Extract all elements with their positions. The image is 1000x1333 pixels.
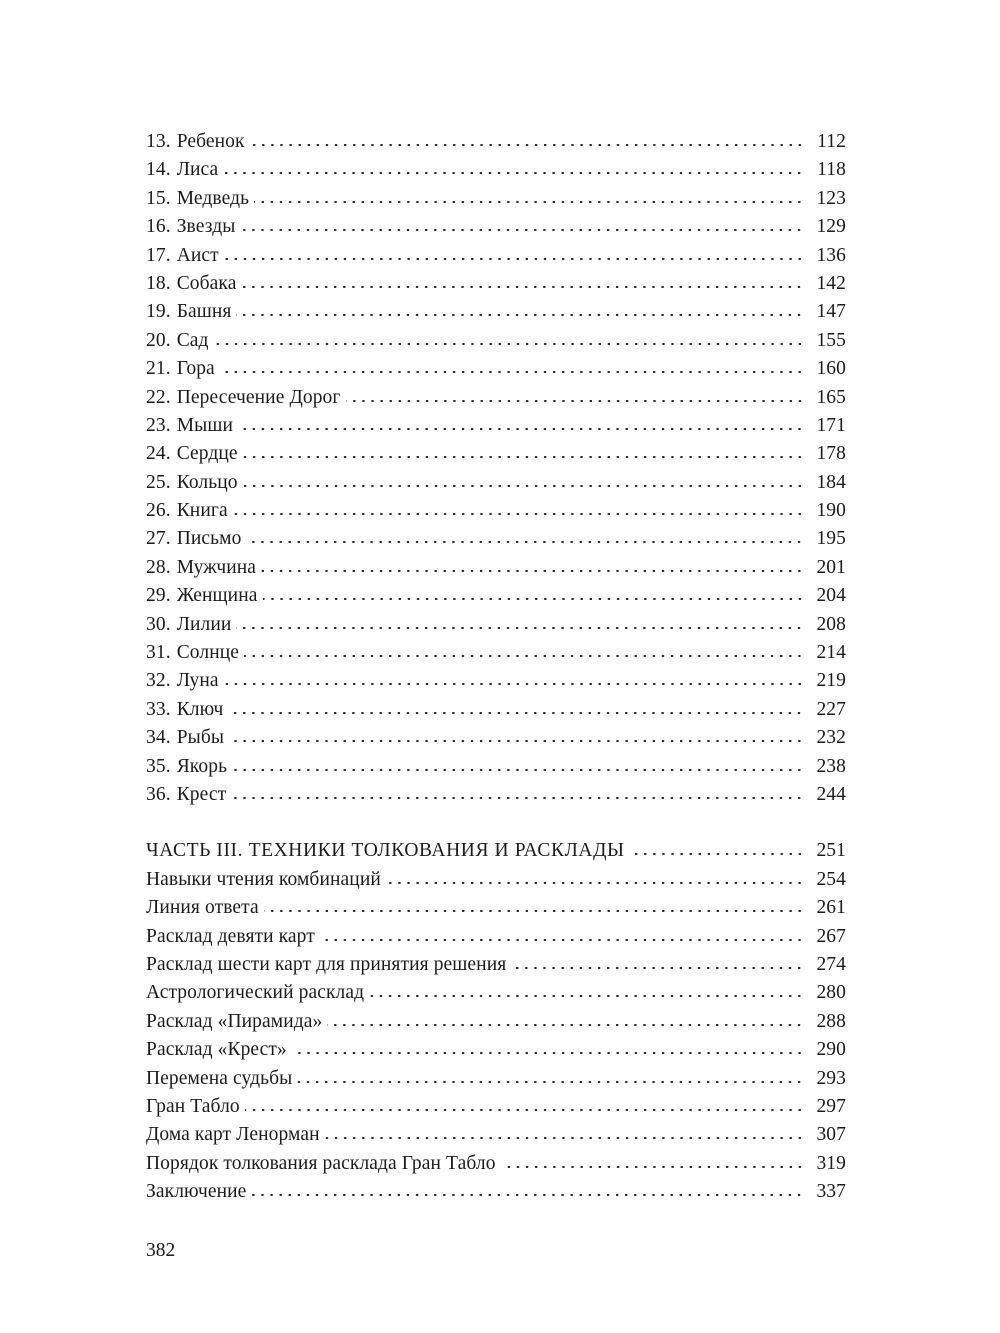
entry-title: Астрологический расклад — [146, 982, 365, 1004]
entry-title: Луна — [176, 670, 219, 692]
entry-number: 16. — [146, 216, 171, 238]
toc-entry — [146, 384, 846, 412]
entry-number: 24. — [146, 443, 171, 465]
entry-title: Письмо — [176, 528, 242, 550]
toc-entry — [146, 866, 846, 894]
part-heading — [146, 837, 846, 865]
section-gap — [146, 809, 846, 837]
toc-entry — [146, 1036, 846, 1064]
entry-number: 25. — [146, 471, 171, 493]
entry-number: 13. — [146, 131, 171, 152]
toc-entry — [146, 753, 846, 781]
entry-page: 254 — [816, 868, 846, 890]
entry-page: 171 — [816, 414, 846, 436]
entry-title: Навыки чтения комбинаций — [146, 868, 381, 890]
dot-leader — [292, 1052, 804, 1054]
entry-number: 30. — [146, 613, 171, 635]
entry-page: 307 — [816, 1124, 846, 1146]
dot-leader — [238, 428, 804, 430]
dot-leader — [232, 769, 804, 771]
entry-number: 27. — [146, 528, 171, 550]
entry-number: 15. — [146, 187, 171, 209]
toc-entry — [146, 355, 846, 383]
entry-title: Расклад девяти карт — [146, 925, 315, 947]
dot-leader — [223, 172, 804, 174]
toc-entry — [146, 242, 846, 270]
dot-leader — [263, 598, 804, 600]
entry-title: Гран Табло — [146, 1095, 240, 1117]
dot-leader — [236, 627, 804, 629]
entry-title: Сад — [176, 329, 209, 351]
toc-entry — [146, 1121, 846, 1149]
entry-number: 33. — [146, 698, 171, 720]
entry-number: 34. — [146, 727, 171, 749]
dot-leader — [327, 1024, 804, 1026]
entry-page: 288 — [816, 1010, 846, 1032]
toc-entry — [146, 128, 846, 156]
entry-page: 214 — [816, 642, 846, 664]
toc-entry — [146, 582, 846, 610]
dot-leader — [264, 910, 804, 912]
entry-title: Лиса — [176, 159, 219, 181]
dot-leader — [261, 570, 804, 572]
entry-title: Гора — [176, 358, 215, 380]
entry-page: 204 — [816, 585, 846, 607]
entry-page: 142 — [816, 272, 846, 294]
table-of-contents — [146, 128, 846, 1206]
entry-number: 35. — [146, 755, 171, 777]
dot-leader — [250, 144, 804, 146]
toc-entry — [146, 979, 846, 1007]
entry-page: 160 — [816, 358, 846, 380]
toc-entry — [146, 412, 846, 440]
entry-page: 147 — [816, 301, 846, 323]
entry-page: 201 — [816, 556, 846, 578]
entry-title: Сердце — [176, 443, 238, 465]
entry-page: 337 — [816, 1181, 846, 1203]
toc-entry — [146, 327, 846, 355]
entry-title: Лилии — [176, 613, 232, 635]
toc-entry — [146, 724, 846, 752]
toc-entry — [146, 894, 846, 922]
entry-page: 112 — [817, 131, 846, 152]
entry-page: 280 — [816, 982, 846, 1004]
dot-leader — [245, 1109, 804, 1111]
entry-title: Собака — [176, 272, 237, 294]
toc-entry — [146, 298, 846, 326]
toc-entry — [146, 185, 846, 213]
entry-number: 18. — [146, 272, 171, 294]
entry-title: Пересечение Дорог — [176, 386, 341, 408]
dot-leader — [501, 1166, 804, 1168]
entry-page: 123 — [816, 187, 846, 209]
dot-leader — [214, 343, 804, 345]
entry-page: 232 — [816, 727, 846, 749]
entry-title: Мужчина — [176, 556, 257, 578]
dot-leader — [231, 797, 804, 799]
dot-leader — [240, 229, 804, 231]
dot-leader — [246, 541, 804, 543]
entry-page: 190 — [816, 500, 846, 522]
entry-page: 267 — [816, 925, 846, 947]
part3-entries-list — [146, 866, 846, 1207]
dot-leader — [243, 485, 804, 487]
dot-leader — [236, 314, 804, 316]
toc-entry — [146, 951, 846, 979]
entry-page: 261 — [816, 897, 846, 919]
entry-page: 208 — [816, 613, 846, 635]
entry-page: 219 — [816, 670, 846, 692]
card-entries-list — [146, 128, 846, 809]
entry-title: Порядок толкования расклада Гран Табло — [146, 1152, 496, 1174]
toc-entry — [146, 667, 846, 695]
entry-page: 184 — [816, 471, 846, 493]
dot-leader — [254, 201, 804, 203]
dot-leader — [511, 967, 804, 969]
entry-title: Якорь — [176, 755, 228, 777]
entry-page: 293 — [816, 1067, 846, 1089]
toc-entry — [146, 440, 846, 468]
toc-entry — [146, 611, 846, 639]
entry-number: 14. — [146, 159, 171, 181]
entry-page: 244 — [816, 783, 846, 805]
entry-title: Крест — [176, 783, 227, 805]
entry-number: 21. — [146, 358, 171, 380]
entry-number: 26. — [146, 500, 171, 522]
entry-number: 17. — [146, 244, 171, 266]
entry-page: 297 — [816, 1095, 846, 1117]
entry-page: 178 — [816, 443, 846, 465]
entry-number: 28. — [146, 556, 171, 578]
part-heading-title: ЧАСТЬ III. ТЕХНИКИ ТОЛКОВАНИЯ И РАСКЛАДЫ — [146, 840, 625, 862]
page-number: 382 — [146, 1240, 176, 1261]
part-heading-page: 251 — [816, 840, 846, 862]
dot-leader — [325, 1137, 804, 1139]
entry-title: Аист — [176, 244, 219, 266]
entry-title: Перемена судьбы — [146, 1067, 293, 1089]
toc-entry — [146, 497, 846, 525]
dot-leader — [243, 456, 804, 458]
dot-leader — [297, 1081, 804, 1083]
toc-entry — [146, 525, 846, 553]
entry-title: Звезды — [176, 216, 236, 238]
entry-title: Башня — [176, 301, 232, 323]
dot-leader — [220, 371, 804, 373]
toc-entry — [146, 696, 846, 724]
entry-number: 19. — [146, 301, 171, 323]
entry-title: Мыши — [176, 414, 233, 436]
entry-page: 290 — [816, 1039, 846, 1061]
entry-title: Дома карт Ленорман — [146, 1124, 320, 1146]
entry-title: Ребенок — [176, 131, 245, 152]
toc-entry — [146, 1065, 846, 1093]
dot-leader — [229, 740, 804, 742]
dot-leader — [320, 939, 804, 941]
dot-leader — [386, 882, 804, 884]
toc-entry — [146, 1093, 846, 1121]
entry-page: 319 — [816, 1152, 846, 1174]
entry-title: Солнце — [176, 642, 240, 664]
entry-title: Расклад шести карт для принятия решения — [146, 953, 507, 975]
toc-entry — [146, 156, 846, 184]
toc-entry — [146, 554, 846, 582]
entry-number: 31. — [146, 642, 171, 664]
dot-leader — [251, 1194, 804, 1196]
entry-number: 20. — [146, 329, 171, 351]
entry-number: 23. — [146, 414, 171, 436]
toc-entry — [146, 1178, 846, 1206]
entry-number: 29. — [146, 585, 171, 607]
entry-page: 155 — [816, 329, 846, 351]
entry-page: 129 — [816, 216, 846, 238]
toc-entry — [146, 213, 846, 241]
entry-title: Расклад «Крест» — [146, 1039, 287, 1061]
dot-leader — [224, 258, 804, 260]
entry-title: Заключение — [146, 1181, 247, 1203]
entry-page: 238 — [816, 755, 846, 777]
toc-entry — [146, 923, 846, 951]
dot-leader — [346, 400, 805, 402]
toc-entry — [146, 469, 846, 497]
entry-title: Женщина — [176, 585, 258, 607]
entry-page: 118 — [817, 159, 846, 181]
entry-title: Расклад «Пирамида» — [146, 1010, 323, 1032]
entry-title: Линия ответа — [146, 897, 259, 919]
dot-leader — [233, 513, 804, 515]
dot-leader — [244, 655, 804, 657]
toc-entry — [146, 781, 846, 809]
dot-leader — [369, 995, 804, 997]
toc-entry — [146, 1150, 846, 1178]
entry-page: 136 — [816, 244, 846, 266]
entry-title: Рыбы — [176, 727, 225, 749]
dot-leader — [630, 853, 804, 855]
entry-page: 274 — [816, 953, 846, 975]
dot-leader — [224, 683, 804, 685]
toc-entry — [146, 639, 846, 667]
entry-number: 22. — [146, 386, 171, 408]
dot-leader — [241, 286, 804, 288]
entry-page: 195 — [816, 528, 846, 550]
dot-leader — [228, 712, 804, 714]
entry-page: 227 — [816, 698, 846, 720]
entry-title: Кольцо — [176, 471, 238, 493]
entry-page: 165 — [816, 386, 846, 408]
toc-entry — [146, 270, 846, 298]
entry-number: 36. — [146, 783, 171, 805]
entry-number: 32. — [146, 670, 171, 692]
entry-title: Медведь — [176, 187, 250, 209]
toc-entry — [146, 1008, 846, 1036]
entry-title: Книга — [176, 500, 228, 522]
entry-title: Ключ — [176, 698, 224, 720]
